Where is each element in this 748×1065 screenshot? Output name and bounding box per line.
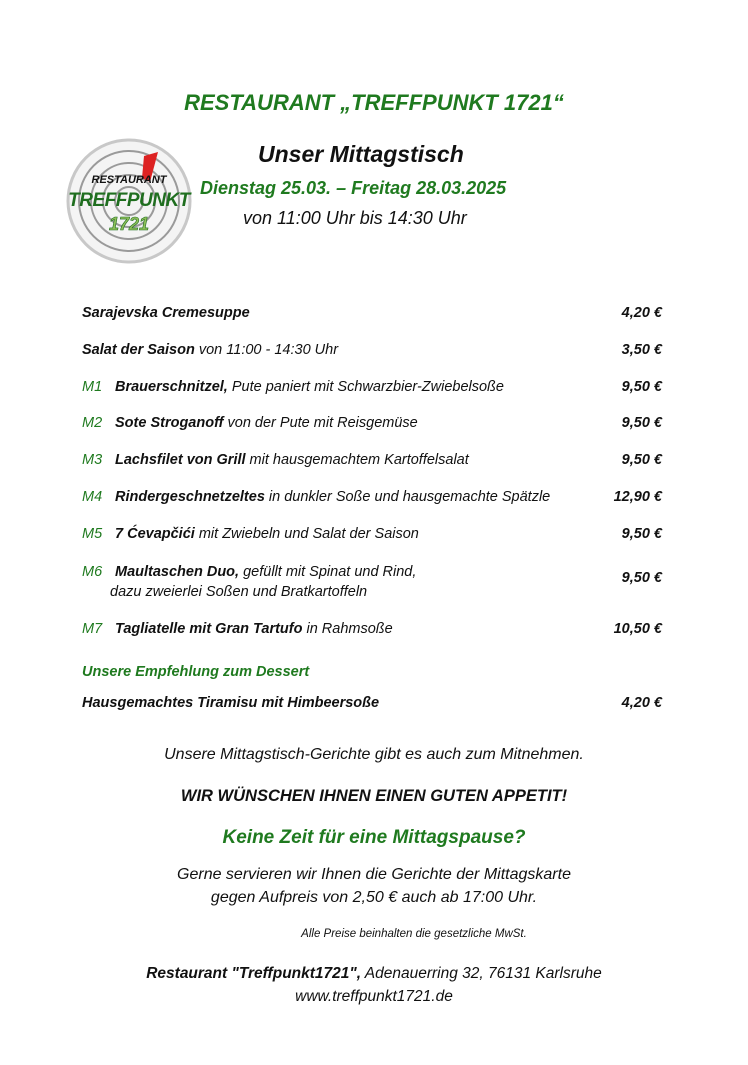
no-time-heading: Keine Zeit für eine Mittagspause? [222,827,526,848]
logo-main-text: TREFFPUNKT [68,190,190,211]
appetite-wish: WIR WÜNSCHEN IHNEN EINEN GUTEN APPETIT! [180,787,568,805]
menu-item [82,562,662,602]
menu-item-desc-line2: dazu zweierlei Soßen und Bratkartoffeln [110,584,368,600]
menu-item-name: Tagliatelle mit Gran Tartufo [115,621,303,637]
menu-item-price: 3,50 € [621,342,662,358]
evening-note-line1: Gerne servieren wir Ihnen die Gerichte der Mittagskarte [177,866,571,883]
menu-item-price: 9,50 € [621,526,662,542]
restaurant-title: RESTAURANT „TREFFPUNKT 1721“ [184,90,564,115]
menu-item [82,619,662,639]
menu-item-name: Rindergeschnetzeltes [115,489,265,505]
menu-item [82,340,662,360]
menu-item-name: Sarajevska Cremesuppe [82,305,250,321]
address [0,965,748,983]
logo-year: 1721 [108,214,150,234]
menu-item-code: M4 [82,489,103,505]
lunch-title: Unser Mittagstisch [258,141,464,167]
menu-item-name: Lachsfilet von Grill [115,452,246,468]
dessert-name: Hausgemachtes Tiramisu mit Himbeersoße [82,695,380,711]
menu-item-code: M5 [82,526,103,542]
vat-note: Alle Preise beinhalten die gesetzliche MwSt. [301,928,527,940]
dessert-heading: Unsere Empfehlung zum Dessert [82,664,310,680]
serving-hours: von 11:00 Uhr bis 14:30 Uhr [243,208,467,228]
menu-item-name: 7 Ćevapčići [115,526,195,542]
menu-item-price: 10,50 € [613,621,662,637]
menu-item-price: 9,50 € [621,452,662,468]
menu-item-desc: von der Pute mit Reisgemüse [223,415,418,431]
menu-item-desc: mit hausgemachtem Kartoffelsalat [245,452,469,468]
menu-item-price: 9,50 € [621,379,662,395]
menu-item-code: M3 [82,452,103,468]
menu-item [82,487,662,507]
menu-item-name: Maultaschen Duo, [115,564,240,580]
address-street: Adenauerring 32, 76131 Karlsruhe [361,965,602,982]
address-name: Restaurant "Treffpunkt1721", [146,965,362,982]
menu-item-code: M1 [82,379,103,395]
menu-item-desc: Pute paniert mit Schwarzbier-Zwiebelsoße [227,379,504,395]
menu-item-code: M7 [82,621,103,637]
menu-item-desc: gefüllt mit Spinat und Rind, [239,564,417,580]
menu-item-price: 9,50 € [621,415,662,431]
menu-item-price: 12,90 € [613,489,662,505]
menu-item [82,450,662,470]
menu-item-price: 4,20 € [621,305,662,321]
menu-item [82,524,662,544]
takeaway-note: Unsere Mittagstisch-Gerichte gibt es auch zum Mitnehmen. [164,746,584,763]
date-range: Dienstag 25.03. – Freitag 28.03.2025 [200,178,507,198]
menu-item-code: M6 [82,564,103,580]
logo-top-text: RESTAURANT [91,174,167,186]
evening-note-line2: gegen Aufpreis von 2,50 € auch ab 17:00 Uhr. [210,889,538,906]
restaurant-logo [66,138,192,264]
menu-item-desc: in dunkler Soße und hausgemachte Spätzle [264,489,551,505]
menu-item-desc: von 11:00 - 14:30 Uhr [194,342,339,358]
dessert-price: 4,20 € [621,695,662,711]
menu-item-price: 9,50 € [621,570,662,586]
menu-item-desc: mit Zwiebeln und Salat der Saison [194,526,419,542]
menu-item-name: Sote Stroganoff [115,415,224,431]
dessert-item [82,693,662,713]
menu-item [82,377,662,397]
menu-item-name: Brauerschnitzel, [115,379,228,395]
menu-item-code: M2 [82,415,103,431]
menu-item [82,413,662,433]
menu-item [82,303,662,323]
menu-item-desc: in Rahmsoße [302,621,393,637]
menu-item-name: Salat der Saison [82,342,195,358]
website-link[interactable]: www.treffpunkt1721.de [295,988,453,1005]
